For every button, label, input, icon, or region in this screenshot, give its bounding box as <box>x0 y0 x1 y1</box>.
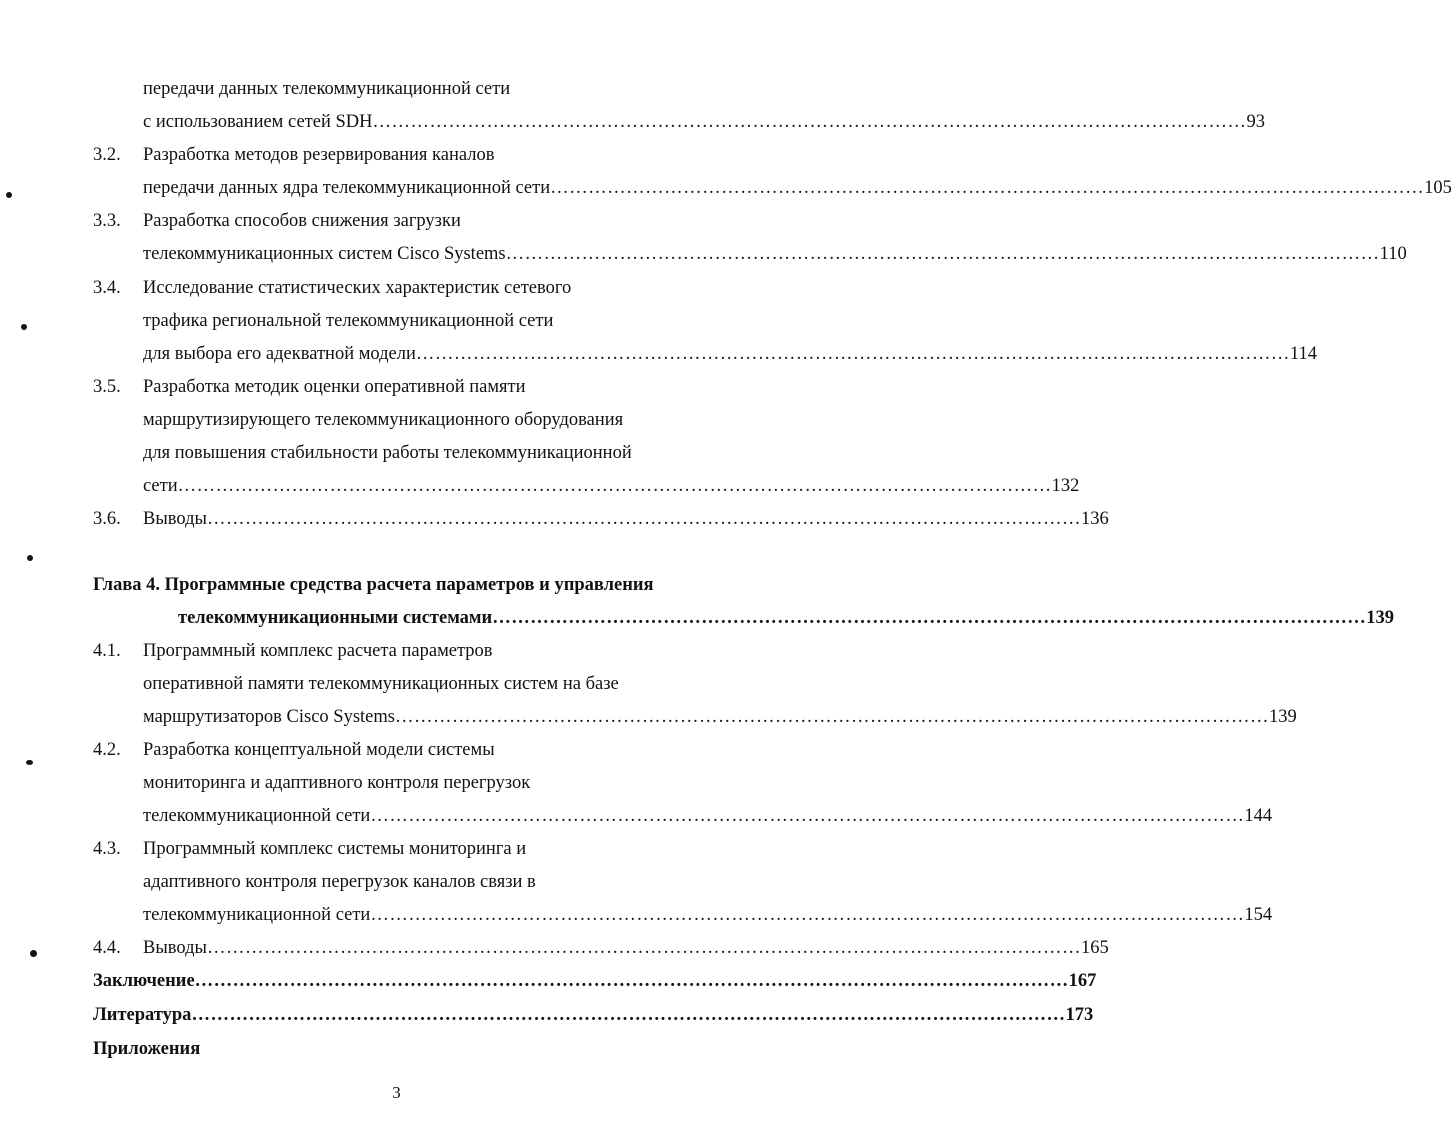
toc-page-number: 144 <box>1244 806 1273 826</box>
toc-line <box>0 769 793 797</box>
toc-page-number: 136 <box>1080 509 1109 529</box>
toc-entry-label: с использованием сетей SDH <box>143 112 373 132</box>
toc-page-number: 173 <box>1065 1005 1094 1025</box>
toc-entry <box>0 703 1297 731</box>
toc-entry-label: телекоммуникационной сети <box>143 905 371 925</box>
section-number: 3.4. <box>93 278 121 298</box>
toc-entry <box>0 901 1273 929</box>
toc-entry-label: Заключение <box>93 971 195 991</box>
chapter-title: Глава 4. Программные средства расчета параметров и управления <box>93 575 654 595</box>
toc-line <box>0 868 793 896</box>
toc-line <box>0 670 793 698</box>
toc-text: трафика региональной телекоммуникационной сети <box>143 311 554 331</box>
section-number: 3.6. <box>93 509 121 529</box>
section-number: 4.4. <box>93 938 121 958</box>
toc-page-number: 114 <box>1289 344 1317 364</box>
chapter-heading <box>0 571 793 599</box>
toc-entry <box>0 1001 1094 1029</box>
toc-entry <box>0 934 1109 962</box>
toc-line <box>0 207 793 235</box>
toc-line <box>0 637 793 665</box>
toc-entry-label: для выбора его адекватной модели <box>143 344 416 364</box>
toc-line <box>0 736 793 764</box>
section-number: 4.3. <box>93 839 121 859</box>
toc-entry-label: передачи данных ядра телекоммуникационной сети <box>143 178 551 198</box>
leader-dots: ………………………………………………………………………………………………………………………… <box>370 806 1245 826</box>
toc-entry <box>0 505 1109 533</box>
toc-text: Приложения <box>93 1039 201 1059</box>
toc-entry <box>0 108 1265 136</box>
toc-entry <box>0 472 1080 500</box>
toc-text: Исследование статистических характеристик сетевого <box>143 278 572 298</box>
toc-entry-label: Выводы <box>143 938 207 958</box>
scan-mark-dot <box>27 555 33 561</box>
toc-entry-label: сети <box>143 476 178 496</box>
leader-dots: ………………………………………………………………………………………………………………………… <box>550 178 1425 198</box>
toc-page-number: 165 <box>1080 938 1109 958</box>
leader-dots: ………………………………………………………………………………………………………………………… <box>206 509 1081 529</box>
leader-dots: ………………………………………………………………………………………………………………………… <box>415 344 1290 364</box>
toc-line <box>0 835 793 863</box>
toc-text: для повышения стабильности работы телекоммуникационной <box>143 443 632 463</box>
toc-text: оперативной памяти телекоммуникационных систем на базе <box>143 674 619 694</box>
section-number: 4.2. <box>93 740 121 760</box>
toc-entry <box>0 604 1394 632</box>
toc-page-number: 167 <box>1068 971 1097 991</box>
toc-entry <box>0 967 1097 995</box>
section-number: 3.2. <box>93 145 121 165</box>
toc-line <box>0 406 793 434</box>
section-number: 3.5. <box>93 377 121 397</box>
leader-dots: ………………………………………………………………………………………………………………………… <box>191 1005 1066 1025</box>
leader-dots: ………………………………………………………………………………………………………………………… <box>194 971 1069 991</box>
toc-entry <box>0 240 1407 268</box>
toc-entry-label: телекоммуникационной сети <box>143 806 371 826</box>
toc-entry-label: Литература <box>93 1005 192 1025</box>
section-number: 3.3. <box>93 211 121 231</box>
toc-entry-label: телекоммуникационных систем Cisco Systems <box>143 244 506 264</box>
toc-entry-label: Выводы <box>143 509 207 529</box>
leader-dots: ………………………………………………………………………………………………………………………… <box>505 244 1380 264</box>
leader-dots: ………………………………………………………………………………………………………………………… <box>206 938 1081 958</box>
leader-dots: ………………………………………………………………………………………………………………………… <box>394 707 1269 727</box>
toc-line <box>0 141 793 169</box>
leader-dots: ………………………………………………………………………………………………………………………… <box>372 112 1247 132</box>
section-number: 4.1. <box>93 641 121 661</box>
toc-line <box>0 1035 793 1063</box>
toc-text: мониторинга и адаптивного контроля перегрузок <box>143 773 531 793</box>
toc-text: Разработка методик оценки оперативной памяти <box>143 377 526 397</box>
leader-dots: ………………………………………………………………………………………………………………………… <box>370 905 1245 925</box>
toc-line <box>0 307 793 335</box>
toc-line <box>0 439 793 467</box>
toc-page-number: 139 <box>1366 608 1394 628</box>
leader-dots: ………………………………………………………………………………………………………………………… <box>492 608 1367 628</box>
toc-text: маршрутизирующего телекоммуникационного оборудования <box>143 410 624 430</box>
toc-page-number: 110 <box>1379 244 1407 264</box>
toc-entry <box>0 174 1452 202</box>
toc-entry-label: телекоммуникационными системами <box>178 608 493 628</box>
toc-line <box>0 373 793 401</box>
toc-line <box>0 75 793 103</box>
toc-page-number: 93 <box>1246 112 1265 132</box>
toc-entry <box>0 340 1317 368</box>
toc-page-number: 154 <box>1244 905 1273 925</box>
toc-page-number: 105 <box>1424 178 1452 198</box>
toc-text: Разработка концептуальной модели системы <box>143 740 495 760</box>
toc-text: Программный комплекс системы мониторинга и <box>143 839 527 859</box>
toc-text: адаптивного контроля перегрузок каналов связи в <box>143 872 536 892</box>
page-number: 3 <box>392 1083 401 1102</box>
toc-text: Разработка методов резервирования каналов <box>143 145 495 165</box>
toc-entry <box>0 802 1273 830</box>
toc-page-number: 132 <box>1051 476 1080 496</box>
toc-line <box>0 274 793 302</box>
toc-text: Программный комплекс расчета параметров <box>143 641 493 661</box>
toc-page-number: 139 <box>1268 707 1297 727</box>
toc-text: Разработка способов снижения загрузки <box>143 211 461 231</box>
toc-text: передачи данных телекоммуникационной сети <box>143 79 511 99</box>
toc-entry-label: маршрутизаторов Cisco Systems <box>143 707 395 727</box>
leader-dots: ………………………………………………………………………………………………………………………… <box>177 476 1052 496</box>
